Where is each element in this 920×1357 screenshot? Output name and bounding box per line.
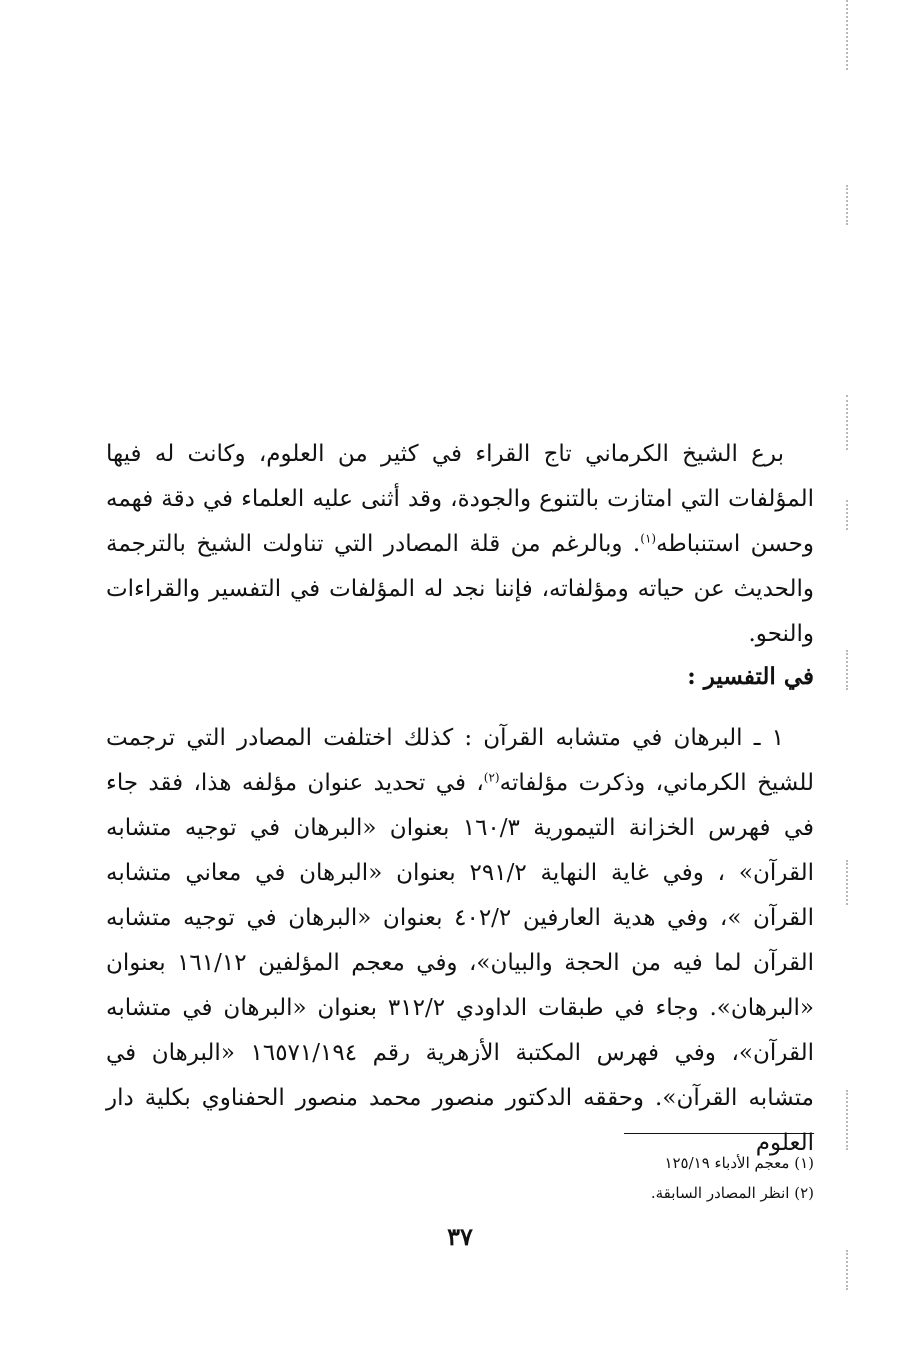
scan-edge-marks	[846, 395, 850, 450]
scan-edge-marks	[846, 1250, 850, 1290]
footnote-divider	[624, 1133, 814, 1134]
paragraph-intro-text-b: . وبالرغم من قلة المصادر التي تناولت الشيخ بالترجمة والحديث عن حياته ومؤلفاته، فإننا نجد له المؤلفات في التفسير والقراءات والنحو.	[106, 531, 814, 647]
footnote-ref-1[interactable]: (١)	[640, 531, 657, 546]
scan-edge-marks	[846, 0, 850, 70]
scan-edge-marks	[846, 185, 850, 225]
paragraph-burhan-text-b: ، في تحديد عنوان مؤلفه هذا، فقد جاء في فهرس الخزانة التيمورية ١٦٠/٣ بعنوان «البرهان في توجيه متشابه القرآن» ، وفي غاية النهاية ٢٩١/٢ بعنوان «البرهان في معاني متشابه القرآن »، وفي هدية العارفين ٤٠٢/٢ بعنوان «البرهان في توجيه متشابه القرآن لما فيه من الحجة والبيان»، وفي معجم المؤلفين ١٦١/١٢ بعنوان «البرهان». وجاء في طبقات الداودي ٣١٢/٢ بعنوان «البرهان في متشابه القرآن»، وفي فهرس المكتبة الأزهرية رقم ١٦٥٧١/١٩٤ «البرهان في متشابه القرآن». وحققه الدكتور منصور محمد منصور الحفناوي بكلية دار العلوم	[106, 770, 815, 1156]
scan-edge-marks	[846, 860, 850, 905]
scan-edge-marks	[846, 500, 850, 530]
paragraph-intro-text-a: برع الشيخ الكرماني تاج القراء في كثير من العلوم، وكانت له فيها المؤلفات التي امتازت بالتنوع والجودة، وقد أثنى عليه العلماء في دقة فهمه وحسن استنباطه	[106, 441, 814, 557]
scan-edge-marks	[846, 650, 850, 690]
footnote-1: (١) معجم الأدباء ١٢٥/١٩	[664, 1154, 814, 1172]
footnote-ref-2[interactable]: (٢)	[483, 770, 500, 785]
page-number: ٣٧	[447, 1222, 473, 1251]
section-heading: في التفسير :	[687, 663, 814, 690]
paragraph-burhan	[106, 716, 814, 1166]
footnotes	[651, 1148, 814, 1208]
scan-edge-marks	[846, 1090, 850, 1150]
paragraph-intro	[106, 432, 814, 657]
footnote-2: (٢) انظر المصادر السابقة.	[650, 1184, 814, 1202]
paragraph-burhan-text-a: ١ ـ البرهان في متشابه القرآن : كذلك اختلفت المصادر التي ترجمت للشيخ الكرماني، وذكرت مؤلفاته	[106, 725, 815, 796]
